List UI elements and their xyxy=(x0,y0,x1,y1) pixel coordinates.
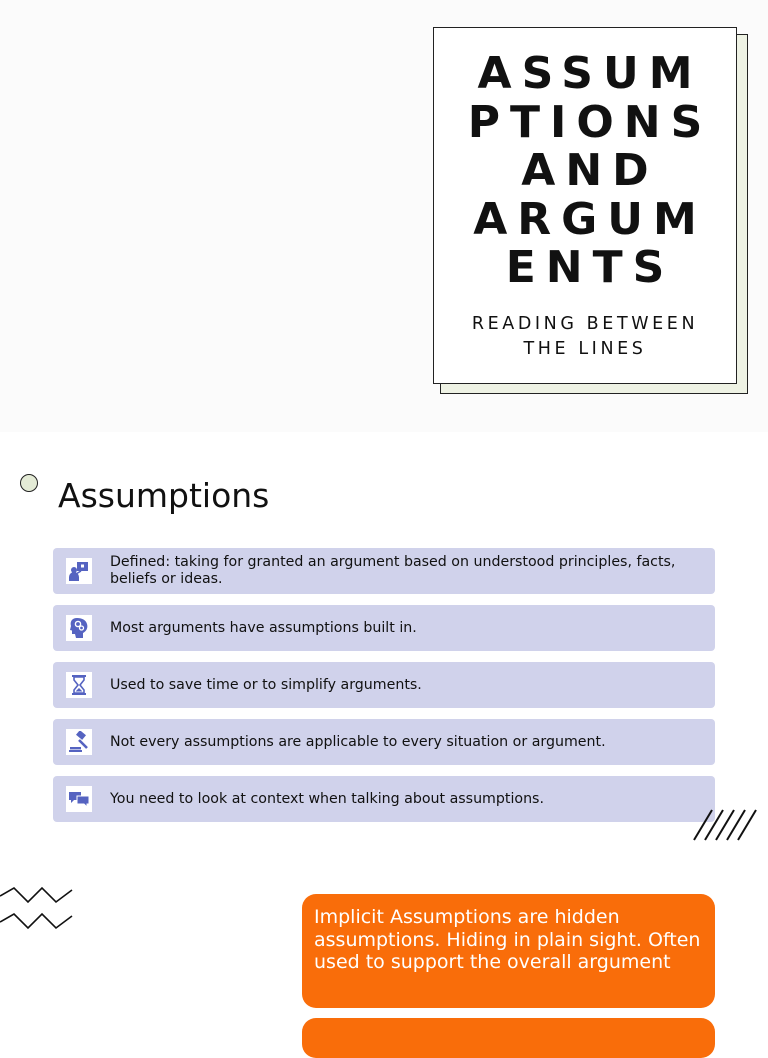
hatch-lines-decoration xyxy=(692,808,760,842)
section-bullet-dot xyxy=(20,474,38,492)
callout-text: Implicit Assumptions are hidden assumptions. Hiding in plain sight. Often used to support the overall argument xyxy=(314,906,701,973)
list-item xyxy=(53,605,715,651)
gavel-icon xyxy=(66,729,92,755)
list-item xyxy=(53,719,715,765)
title-card xyxy=(433,27,737,384)
section-heading: Assumptions xyxy=(58,476,270,515)
hourglass-icon xyxy=(66,672,92,698)
list-item-text: You need to look at context when talking about assumptions. xyxy=(110,790,544,807)
page-title: ASSUM PTIONS AND ARGUM ENTS xyxy=(467,48,713,293)
list-item xyxy=(53,548,715,594)
title-slide xyxy=(0,0,768,432)
zigzag-decoration xyxy=(0,884,76,936)
list-item-text: Defined: taking for granted an argument based on understood principles, facts, beliefs or ideas. xyxy=(110,554,676,587)
list-item xyxy=(53,662,715,708)
list-item-text: Used to save time or to simplify arguments. xyxy=(110,676,422,693)
presenter-icon xyxy=(66,558,92,584)
page-subtitle: READING BETWEEN THE LINES xyxy=(471,314,699,359)
list-item-text: Not every assumptions are applicable to every situation or argument. xyxy=(110,733,606,750)
implicit-assumptions-callout xyxy=(302,894,715,1008)
next-callout xyxy=(302,1018,715,1058)
list-item xyxy=(53,776,715,822)
head-gears-icon xyxy=(66,615,92,641)
list-item-text: Most arguments have assumptions built in. xyxy=(110,619,417,636)
speech-bubbles-icon xyxy=(66,786,92,812)
